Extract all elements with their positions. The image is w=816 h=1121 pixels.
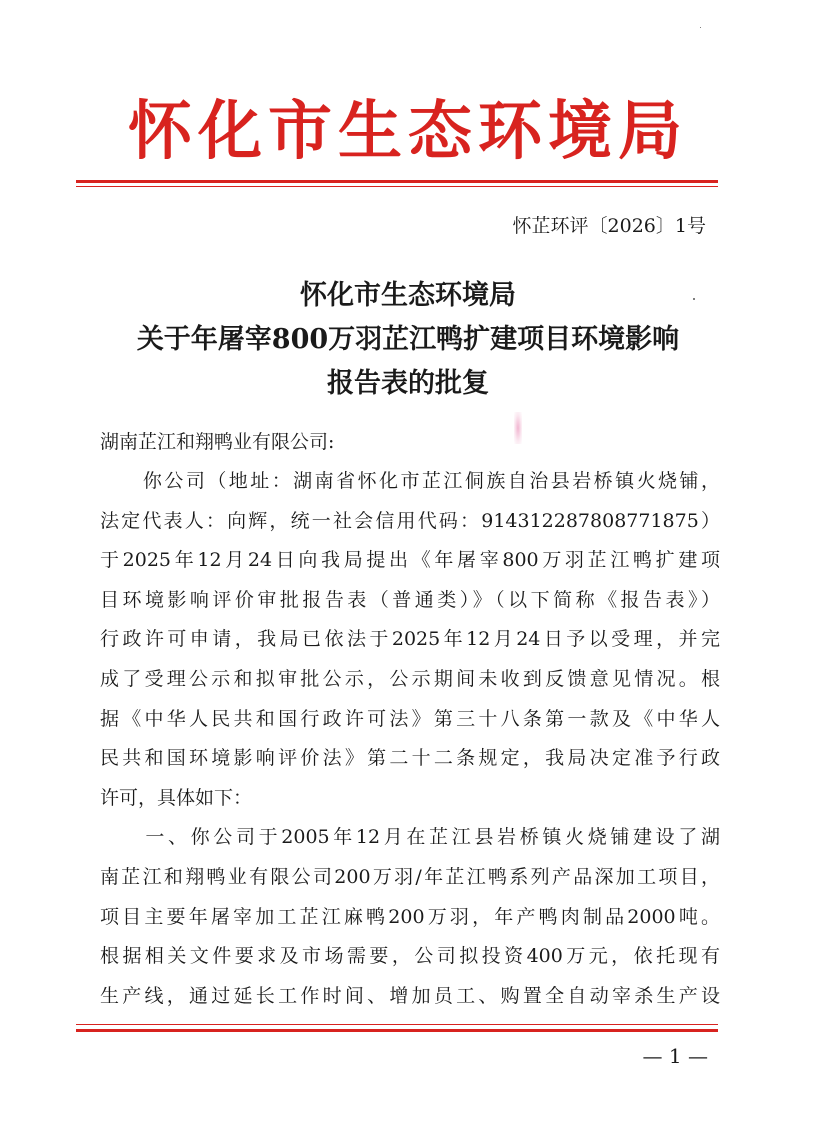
body-line: 项目主要年屠宰加工芷江麻鸭200万羽，年产鸭肉制品2000吨。: [100, 905, 720, 928]
document-number: 怀芷环评〔2026〕1号: [512, 215, 706, 237]
body-line: 民共和国环境影响评价法》第二十二条规定，我局决定准予行政: [100, 747, 720, 770]
body-line: 生产线，通过延长工作时间、增加员工、购置全自动宰杀生产设: [100, 984, 720, 1007]
body-line: 南芷江和翔鸭业有限公司200万羽/年芷江鸭系列产品深加工项目，: [100, 865, 720, 888]
body-line: 成了受理公示和拟审批公示，公示期间未收到反馈意见情况。根: [100, 667, 720, 690]
footer-divider-thin: [76, 1024, 718, 1025]
body-line: 一、你公司于2005年12月在芷江县岩桥镇火烧铺建设了湖: [100, 826, 720, 849]
scan-speck: [700, 27, 701, 28]
body-line: 据《中华人民共和国行政许可法》第三十八条第一款及《中华人: [100, 707, 720, 730]
body-line: 法定代表人：向辉，统一社会信用代码：914312287808771875）: [100, 509, 720, 532]
ink-smudge: [514, 412, 522, 444]
page-number: — 1 —: [642, 1044, 708, 1068]
title-line: 关于年屠宰800万羽芷江鸭扩建项目环境影响: [136, 324, 680, 355]
body-line: 你公司（地址：湖南省怀化市芷江侗族自治县岩桥镇火烧铺，: [100, 470, 720, 492]
scan-speck: [693, 298, 695, 300]
document-body: [100, 462, 720, 1016]
document-title: [0, 274, 816, 406]
body-line: 行政许可申请，我局已依法于2025年12月24日予以受理，并完: [100, 628, 720, 651]
masthead-divider-thin: [76, 186, 718, 187]
body-line: 目环境影响评价审批报告表（普通类）》（以下简称《报告表》）: [100, 588, 720, 611]
body-line: 许可，具体如下：: [100, 786, 253, 809]
footer-divider-thick: [76, 1029, 718, 1032]
title-line: 报告表的批复: [327, 368, 489, 399]
title-line: 怀化市生态环境局: [300, 280, 516, 311]
body-line: 于2025年12月24日向我局提出《年屠宰800万羽芷江鸭扩建项: [100, 549, 720, 572]
body-line: 根据相关文件要求及市场需要，公司拟投资400万元，依托现有: [100, 945, 720, 968]
agency-masthead: 怀化市生态环境局: [128, 94, 688, 169]
masthead-divider-thick: [76, 180, 718, 183]
addressee: 湖南芷江和翔鸭业有限公司:: [100, 431, 335, 453]
